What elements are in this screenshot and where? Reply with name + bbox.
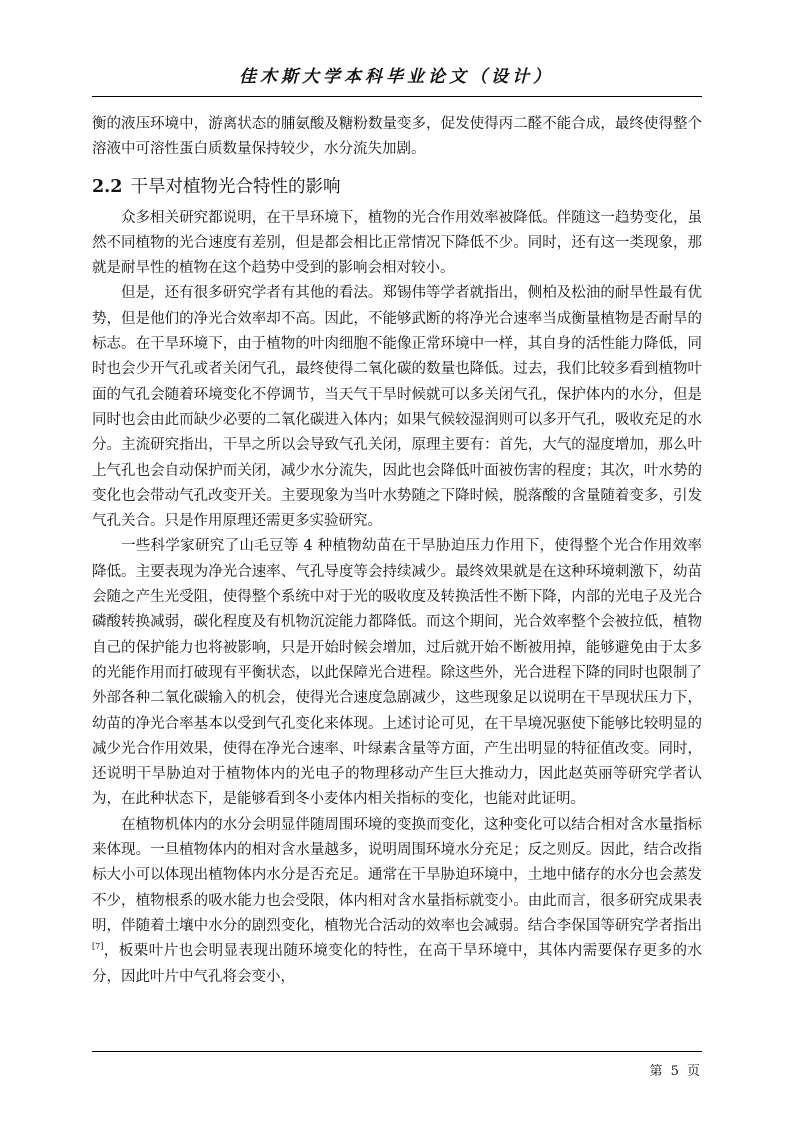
body-paragraph-2: 但是，还有很多研究学者有其他的看法。郑锡伟等学者就指出，侧柏及松油的耐旱性最有优势，但是他们的净光合效率却不高。因此，不能够武断的将净光合速率当成衡量植物是否耐旱的标志。在干旱环境下，由于植物的叶肉细胞不能像正常环境中一样，其自身的活性能力降低，同时也会少开气孔或者关闭气孔，最终使得二氧化碳的数量也降低。过去，我们比较多看到植物叶面的气孔会随着环境变化不停调节，当天气干旱时候就可以多关闭气孔，保护体内的水分，但是同时也会由此而缺少必要的二氧化碳进入体内；如果气候较湿润则可以多开气孔，吸收充足的水分。主流研究指出，干旱之所以会导致气孔关闭，原理主要有：首先，大气的湿度增加，那么叶上气孔也会自动保护而关闭，减少水分流失，因此也会降低叶面被伤害的程度；其次，叶水势的变化也会带动气孔改变开关。主要现象为当叶水势随之下降时候，脱落酸的含量随着变多，引发气孔关合。只是作用原理还需更多实验研究。 bbox=[92, 285, 702, 530]
page-number: 第 5 页 bbox=[649, 1064, 702, 1079]
paragraph-text-after-citation: ，板栗叶片也会明显表现出随环境变化的特性，在高干旱环境中，其体内需要保存更多的水分，因此叶片中气孔将会变小， bbox=[92, 943, 702, 985]
body-paragraph-3: 一些科学家研究了山毛豆等 4 种植物幼苗在干旱胁迫压力作用下，使得整个光合作用效率降低。主要表现为净光合速率、气孔导度等会持续减少。最终效果就是在这种环境刺激下，幼苗会随之产生光受阻，使得整个系统中对于光的吸收度及转换活性不断下降，内部的光电子及光合磷酸转换减弱，碳化程度及有机物沉淀能力都降低。而这个期间，光合效率整个会被拉低，植物自己的保护能力也将被影响，只是开始时候会增加，过后就开始不断被用掉，能够避免由于太多的光能作用而打破现有平衡状态，以此保障光合进程。除这些外，光合进程下降的同时也限制了外部各种二氧化碳输入的机会，使得光合速度急剧减少，这些现象足以说明在干旱现状压力下，幼苗的净光合率基本以受到气孔变化来体现。上述讨论可见，在干旱境况驱使下能够比较明显的减少光合作用效果，使得在净光合速率、叶绿素含量等方面，产生出明显的特征值改变。同时，还说明干旱胁迫对于植物体内的光电子的物理移动产生巨大推动力，因此赵英丽等研究学者认为，在此种状态下，是能够看到冬小麦体内相关指标的变化，也能对此证明。 bbox=[92, 538, 702, 808]
page-body bbox=[92, 112, 702, 990]
section-number: 2.2 bbox=[92, 176, 123, 197]
section-heading bbox=[92, 172, 702, 202]
body-paragraph-1: 众多相关研究都说明，在干旱环境下，植物的光合作用效率被降低。伴随这一趋势变化，虽然不同植物的光合速度有差别，但是都会相比正常情况下降低不少。同时，还有这一类现象，那就是耐旱性的植物在这个趋势中受到的影响会相对较小。 bbox=[92, 209, 702, 277]
page-header-title: 佳木斯大学本科毕业论文（设计） bbox=[239, 67, 554, 87]
body-paragraph-4 bbox=[92, 813, 702, 990]
header-rule bbox=[92, 96, 702, 97]
citation-reference: [7] bbox=[92, 942, 104, 952]
paragraph-text-before-citation: 在植物机体内的水分会明显伴随周围环境的变换而变化，这种变化可以结合相对含水量指标来体现。一旦植物体内的相对含水量越多，说明周围环境水分充足；反之则反。因此，结合改指标大小可以体现出植物体内水分是否充足。通常在干旱胁迫环境中，土地中储存的水分也会蒸发不少，植物根系的吸水能力也会受限，体内相对含水量指标就变小。由此而言，很多研究成果表明，伴随着土壤中水分的剧烈变化，植物光合活动的效率也会减弱。结合李保国等研究学者指出 bbox=[92, 816, 702, 934]
opening-paragraph: 衡的液压环境中，游离状态的脯氨酸及糖粉数量变多，促发使得丙二醛不能合成，最终使得整个溶液中可溶性蛋白质数量保持较少，水分流失加剧。 bbox=[92, 116, 702, 158]
footer-rule bbox=[92, 1051, 702, 1052]
section-title: 干旱对植物光合特性的影响 bbox=[130, 176, 341, 197]
